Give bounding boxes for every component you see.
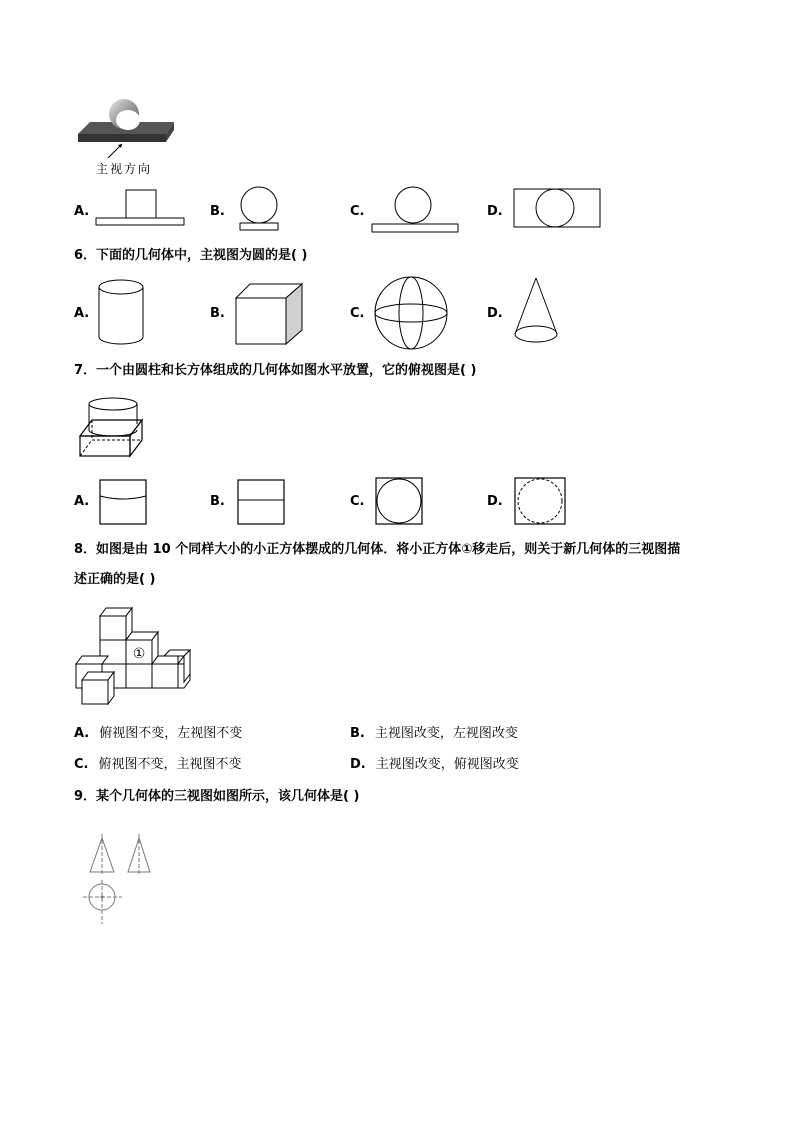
- cylinder-figure: [96, 278, 156, 348]
- q7-option-d-figure: [513, 476, 573, 530]
- q8-option-b-text: 主视图改变，左视图改变: [374, 726, 518, 741]
- cone-figure: [512, 276, 572, 356]
- q6-option-c[interactable]: C.: [350, 306, 365, 321]
- q8-stem-line2: 述正确的是( ): [74, 572, 156, 587]
- q6-option-b[interactable]: B.: [210, 306, 225, 321]
- q8-cube-label: ①: [132, 646, 146, 662]
- q8-stem-line1: 8．如图是由 10 个同样大小的小正方体摆成的几何体．将小正方体①移走后，则关于新几何体的三视图描: [74, 542, 681, 557]
- q8-option-c-letter: C.: [74, 757, 89, 772]
- q5-option-b[interactable]: B.: [210, 204, 225, 219]
- cube-figure: [234, 282, 314, 352]
- q8-cube-stack-figure: [74, 600, 204, 710]
- q5-option-d[interactable]: D.: [487, 204, 503, 219]
- q6-option-d[interactable]: D.: [487, 306, 503, 321]
- view-direction-label: 主视方向: [96, 162, 153, 176]
- q8-option-a[interactable]: [74, 726, 242, 742]
- q5-option-c-figure: [370, 186, 470, 236]
- q5-option-c[interactable]: C.: [350, 204, 365, 219]
- q7-option-d[interactable]: D.: [487, 494, 503, 509]
- q6-option-a[interactable]: A.: [74, 306, 90, 321]
- q5-option-b-figure: [236, 186, 296, 236]
- q8-option-d-text: 主视图改变，俯视图改变: [375, 757, 519, 772]
- q8-option-d[interactable]: [350, 757, 519, 773]
- q8-option-b-letter: B.: [350, 726, 365, 741]
- q8-option-d-letter: D.: [350, 757, 366, 772]
- q7-option-b[interactable]: B.: [210, 494, 225, 509]
- q7-option-c-figure: [374, 476, 434, 530]
- sphere-figure: [374, 276, 454, 356]
- q5-option-d-figure: [512, 188, 612, 238]
- q7-stem: 7．一个由圆柱和长方体组成的几何体如图水平放置，它的俯视图是( ): [74, 363, 477, 378]
- q5-option-a-figure: [96, 188, 196, 238]
- q7-solid-figure: [76, 394, 156, 464]
- q5-option-a[interactable]: A.: [74, 204, 90, 219]
- q7-option-c[interactable]: C.: [350, 494, 365, 509]
- q8-option-a-letter: A.: [74, 726, 90, 741]
- q9-stem: 9．某个几何体的三视图如图所示，该几何体是( ): [74, 789, 360, 804]
- q6-stem: 6．下面的几何体中，主视图为圆的是( ): [74, 248, 308, 263]
- q9-three-view-figure: [78, 832, 168, 932]
- q7-option-a-figure: [98, 478, 158, 528]
- q7-option-a[interactable]: A.: [74, 494, 90, 509]
- q8-option-b[interactable]: [350, 726, 518, 742]
- q8-option-c[interactable]: [74, 757, 242, 773]
- q7-option-b-figure: [236, 478, 296, 528]
- q8-option-a-text: 俯视图不变，左视图不变: [99, 726, 243, 741]
- q8-option-c-text: 俯视图不变，主视图不变: [98, 757, 242, 772]
